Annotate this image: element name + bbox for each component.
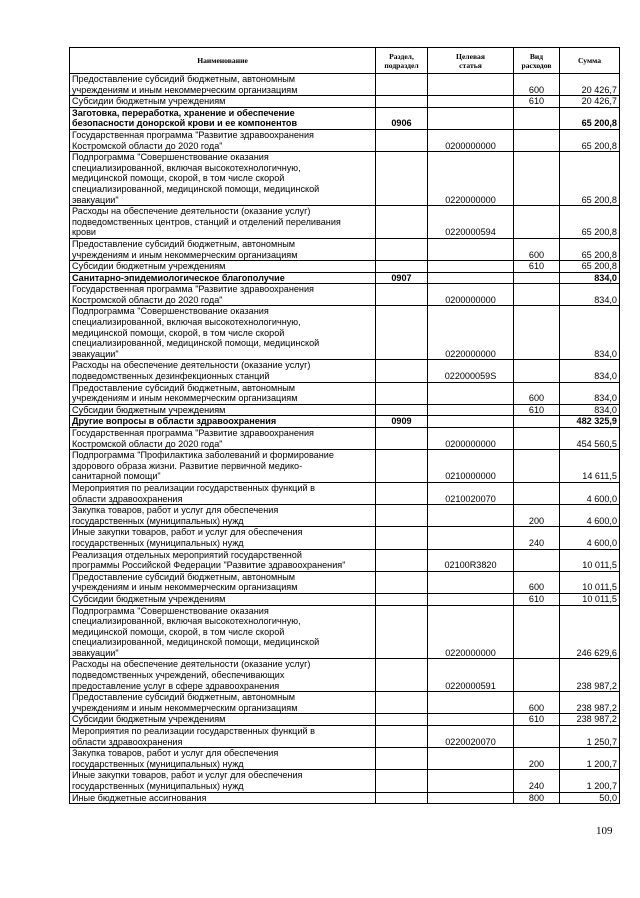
cell-type [514, 549, 560, 571]
table-row [70, 527, 620, 549]
table-row [70, 129, 620, 151]
cell-type: 600 [514, 238, 560, 260]
cell-sum: 834,0 [560, 272, 620, 284]
cell-sum: 65 200,8 [560, 261, 620, 273]
cell-name: Государственная программа "Развитие здравоохранения Костромской области до 2020 года" [70, 284, 376, 306]
cell-section [376, 770, 428, 792]
table-row [70, 482, 620, 504]
cell-type: 200 [514, 748, 560, 770]
cell-target [428, 714, 514, 726]
header-target: Целевая статья [428, 48, 514, 74]
cell-section [376, 206, 428, 239]
cell-sum: 1 200,7 [560, 748, 620, 770]
header-row [70, 48, 620, 74]
cell-sum: 20 426,7 [560, 96, 620, 108]
cell-target [428, 748, 514, 770]
cell-type: 610 [514, 404, 560, 416]
cell-section [376, 748, 428, 770]
cell-type [514, 206, 560, 239]
cell-target: 0220020070 [428, 726, 514, 748]
cell-name: Реализация отдельных мероприятий государственной программы Российской Федерации "Развитие здравоохранения" [70, 549, 376, 571]
table-row [70, 714, 620, 726]
table-row [70, 416, 620, 428]
header-type: Вид расходов [514, 48, 560, 74]
cell-type [514, 107, 560, 129]
table-row [70, 659, 620, 692]
cell-target [428, 571, 514, 593]
cell-name: Иные закупки товаров, работ и услуг для обеспечения государственных (муниципальных) нужд [70, 770, 376, 792]
cell-name: Предоставление субсидий бюджетным, автономным учреждениям и иным некоммерческим организациям [70, 571, 376, 593]
table-row [70, 549, 620, 571]
cell-sum: 834,0 [560, 382, 620, 404]
cell-type: 610 [514, 261, 560, 273]
cell-name: Подпрограмма "Совершенствование оказания специализированной, включая высокотехнологичную, медицинской помощи, скорой, в том числе скорой специализированной, медицинской помощи, медицинской эвакуации" [70, 605, 376, 659]
cell-type [514, 605, 560, 659]
cell-section [376, 428, 428, 450]
table-row [70, 107, 620, 129]
cell-section [376, 571, 428, 593]
cell-target: 0220000594 [428, 206, 514, 239]
cell-name: Подпрограмма "Профилактика заболеваний и формирование здорового образа жизни. Развитие первичной медико- санитарной помощи" [70, 450, 376, 483]
cell-type: 240 [514, 770, 560, 792]
cell-name: Закупка товаров, работ и услуг для обеспечения государственных (муниципальных) нужд [70, 505, 376, 527]
cell-sum: 65 200,8 [560, 129, 620, 151]
cell-sum: 238 987,2 [560, 692, 620, 714]
cell-sum: 20 426,7 [560, 74, 620, 96]
cell-section: 0907 [376, 272, 428, 284]
table-row [70, 726, 620, 748]
cell-target [428, 692, 514, 714]
cell-target: 02100R3820 [428, 549, 514, 571]
cell-target [428, 792, 514, 804]
cell-sum: 14 611,5 [560, 450, 620, 483]
cell-sum: 10 011,5 [560, 549, 620, 571]
table-header [70, 48, 620, 74]
header-name: Наименование [70, 48, 376, 74]
cell-type: 600 [514, 692, 560, 714]
table-row [70, 692, 620, 714]
table-row [70, 306, 620, 360]
cell-name: Субсидии бюджетным учреждениям [70, 714, 376, 726]
cell-target [428, 107, 514, 129]
cell-section [376, 450, 428, 483]
cell-sum: 834,0 [560, 306, 620, 360]
cell-target [428, 404, 514, 416]
cell-target: 0200000000 [428, 428, 514, 450]
cell-sum: 834,0 [560, 404, 620, 416]
cell-type [514, 450, 560, 483]
cell-section [376, 659, 428, 692]
cell-target: 022000059S [428, 360, 514, 382]
cell-target: 0210000000 [428, 450, 514, 483]
cell-sum: 238 987,2 [560, 714, 620, 726]
cell-section [376, 527, 428, 549]
cell-section [376, 792, 428, 804]
cell-sum: 454 560,5 [560, 428, 620, 450]
cell-target: 0220000591 [428, 659, 514, 692]
cell-type: 240 [514, 527, 560, 549]
table-row [70, 450, 620, 483]
cell-target [428, 261, 514, 273]
cell-sum: 1 200,7 [560, 770, 620, 792]
cell-type [514, 360, 560, 382]
cell-type: 610 [514, 96, 560, 108]
cell-name: Субсидии бюджетным учреждениям [70, 404, 376, 416]
cell-sum: 4 600,0 [560, 505, 620, 527]
cell-section [376, 726, 428, 748]
cell-name: Государственная программа "Развитие здравоохранения Костромской области до 2020 года" [70, 129, 376, 151]
header-section: Раздел, подраздел [376, 48, 428, 74]
cell-section [376, 593, 428, 605]
table-row [70, 238, 620, 260]
table-row [70, 284, 620, 306]
cell-target [428, 527, 514, 549]
cell-sum: 246 629,6 [560, 605, 620, 659]
cell-sum: 65 200,8 [560, 238, 620, 260]
table-row [70, 770, 620, 792]
cell-target [428, 272, 514, 284]
cell-name: Закупка товаров, работ и услуг для обеспечения государственных (муниципальных) нужд [70, 748, 376, 770]
cell-sum: 10 011,5 [560, 571, 620, 593]
cell-type [514, 726, 560, 748]
table-row [70, 593, 620, 605]
table-row [70, 748, 620, 770]
table-row [70, 404, 620, 416]
cell-name: Мероприятия по реализации государственных функций в области здравоохранения [70, 482, 376, 504]
cell-type [514, 129, 560, 151]
cell-type [514, 482, 560, 504]
cell-type: 600 [514, 571, 560, 593]
cell-target: 0210020070 [428, 482, 514, 504]
cell-target [428, 74, 514, 96]
cell-section [376, 714, 428, 726]
table-row [70, 261, 620, 273]
cell-name: Государственная программа "Развитие здравоохранения Костромской области до 2020 года" [70, 428, 376, 450]
cell-name: Расходы на обеспечение деятельности (оказание услуг) подведомственных центров, станций и отделений переливания крови [70, 206, 376, 239]
cell-name: Расходы на обеспечение деятельности (оказание услуг) подведомственных учреждений, обеспечивающих предоставление услуг в сфере здравоохранения [70, 659, 376, 692]
cell-section [376, 360, 428, 382]
cell-type: 800 [514, 792, 560, 804]
cell-section [376, 261, 428, 273]
header-sum: Сумма [560, 48, 620, 74]
table-row [70, 272, 620, 284]
cell-section [376, 74, 428, 96]
cell-type [514, 659, 560, 692]
cell-target: 0220000000 [428, 152, 514, 206]
cell-name: Подпрограмма "Совершенствование оказания специализированной, включая высокотехнологичную, медицинской помощи, скорой, в том числе скорой специализированной, медицинской помощи, медицинской эвакуации" [70, 152, 376, 206]
cell-type [514, 152, 560, 206]
table-row [70, 792, 620, 804]
cell-type: 600 [514, 74, 560, 96]
cell-section: 0906 [376, 107, 428, 129]
cell-sum: 65 200,8 [560, 107, 620, 129]
cell-name: Подпрограмма "Совершенствование оказания специализированной, включая высокотехнологичную, медицинской помощи, скорой, в том числе скорой специализированной, медицинской помощи, медицинской эвакуации" [70, 306, 376, 360]
cell-name: Другие вопросы в области здравоохранения [70, 416, 376, 428]
cell-sum: 4 600,0 [560, 482, 620, 504]
cell-sum: 4 600,0 [560, 527, 620, 549]
cell-section [376, 238, 428, 260]
table-row [70, 428, 620, 450]
cell-type: 610 [514, 714, 560, 726]
cell-name: Санитарно-эпидемиологическое благополучие [70, 272, 376, 284]
page-number: 109 [596, 825, 613, 837]
cell-type: 600 [514, 382, 560, 404]
cell-name: Иные закупки товаров, работ и услуг для обеспечения государственных (муниципальных) нужд [70, 527, 376, 549]
cell-type: 610 [514, 593, 560, 605]
cell-name: Расходы на обеспечение деятельности (оказание услуг) подведомственных дезинфекционных станций [70, 360, 376, 382]
cell-name: Предоставление субсидий бюджетным, автономным учреждениям и иным некоммерческим организациям [70, 238, 376, 260]
budget-table [69, 47, 620, 804]
cell-sum: 834,0 [560, 284, 620, 306]
cell-sum: 50,0 [560, 792, 620, 804]
cell-type [514, 306, 560, 360]
cell-type [514, 272, 560, 284]
cell-section [376, 505, 428, 527]
cell-section [376, 482, 428, 504]
table-body [70, 74, 620, 804]
cell-sum: 10 011,5 [560, 593, 620, 605]
cell-name: Субсидии бюджетным учреждениям [70, 593, 376, 605]
cell-target: 0200000000 [428, 284, 514, 306]
cell-section [376, 382, 428, 404]
table-row [70, 152, 620, 206]
table-row [70, 360, 620, 382]
cell-section [376, 306, 428, 360]
cell-sum: 1 250,7 [560, 726, 620, 748]
cell-section [376, 129, 428, 151]
cell-name: Предоставление субсидий бюджетным, автономным учреждениям и иным некоммерческим организациям [70, 692, 376, 714]
cell-section [376, 692, 428, 714]
cell-name: Заготовка, переработка, хранение и обеспечение безопасности донорской крови и ее компонентов [70, 107, 376, 129]
cell-target [428, 593, 514, 605]
cell-name: Мероприятия по реализации государственных функций в области здравоохранения [70, 726, 376, 748]
cell-name: Субсидии бюджетным учреждениям [70, 96, 376, 108]
cell-name: Предоставление субсидий бюджетным, автономным учреждениям и иным некоммерческим организациям [70, 74, 376, 96]
cell-section [376, 152, 428, 206]
cell-section [376, 605, 428, 659]
cell-section [376, 549, 428, 571]
cell-target [428, 416, 514, 428]
cell-target [428, 505, 514, 527]
cell-type [514, 416, 560, 428]
cell-name: Субсидии бюджетным учреждениям [70, 261, 376, 273]
cell-sum: 482 325,9 [560, 416, 620, 428]
cell-section [376, 96, 428, 108]
cell-sum: 65 200,8 [560, 206, 620, 239]
table-row [70, 96, 620, 108]
cell-type [514, 284, 560, 306]
table-row [70, 505, 620, 527]
cell-target [428, 238, 514, 260]
table-row [70, 74, 620, 96]
table-row [70, 382, 620, 404]
cell-sum: 834,0 [560, 360, 620, 382]
cell-target [428, 382, 514, 404]
cell-target: 0200000000 [428, 129, 514, 151]
cell-target: 0220000000 [428, 306, 514, 360]
cell-sum: 238 987,2 [560, 659, 620, 692]
table-row [70, 206, 620, 239]
cell-section: 0909 [376, 416, 428, 428]
cell-section [376, 284, 428, 306]
cell-name: Предоставление субсидий бюджетным, автономным учреждениям и иным некоммерческим организациям [70, 382, 376, 404]
cell-type: 200 [514, 505, 560, 527]
cell-type [514, 428, 560, 450]
cell-target [428, 96, 514, 108]
cell-target: 0220000000 [428, 605, 514, 659]
cell-name: Иные бюджетные ассигнования [70, 792, 376, 804]
cell-section [376, 404, 428, 416]
table-row [70, 605, 620, 659]
cell-target [428, 770, 514, 792]
cell-sum: 65 200,8 [560, 152, 620, 206]
table-row [70, 571, 620, 593]
